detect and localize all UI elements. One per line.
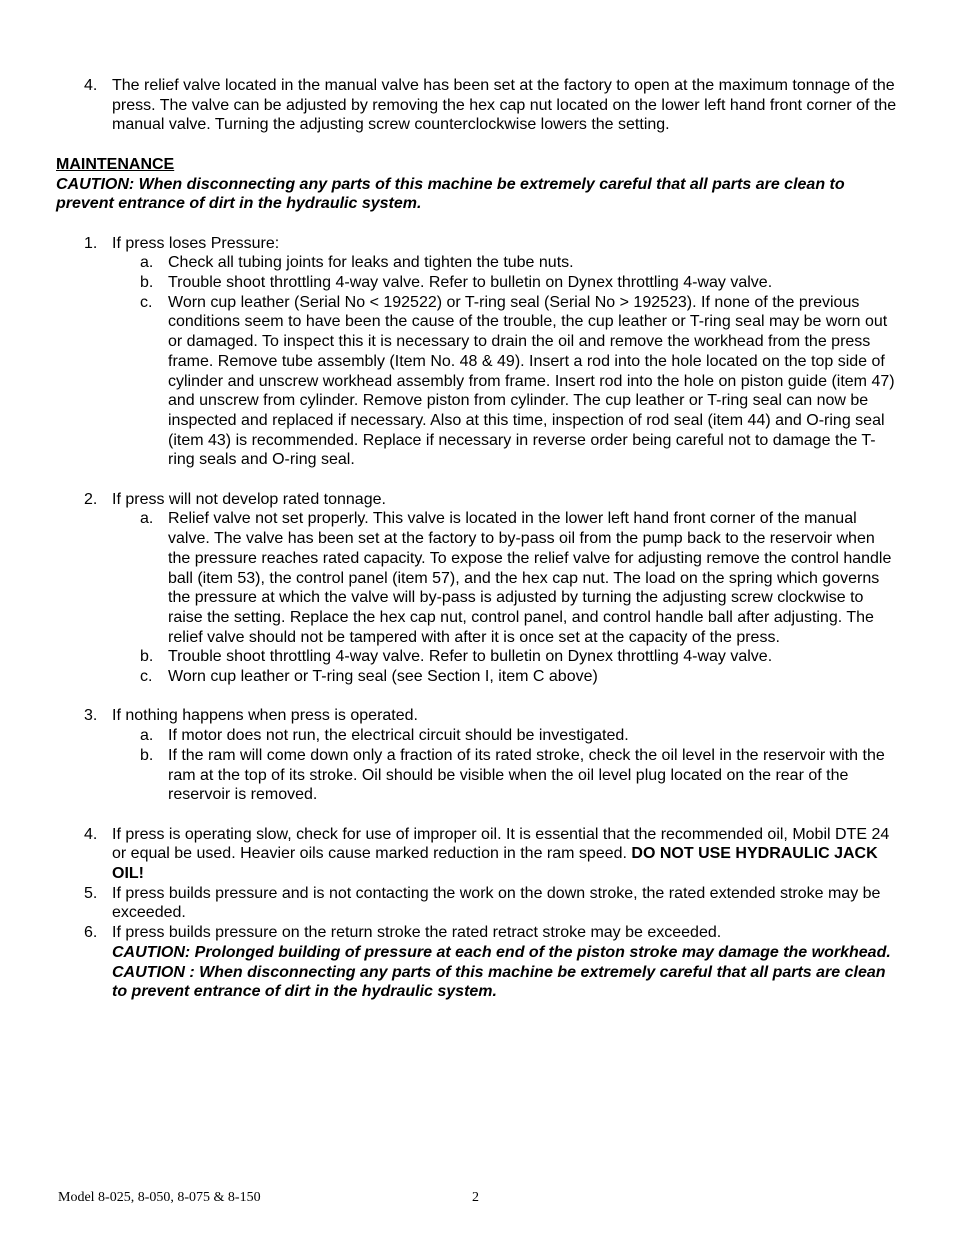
caution-note: CAUTION: When disconnecting any parts of this machine be extremely careful that all parts are clean to prevent entrance of dirt in the hydraulic system. — [56, 175, 845, 213]
caution-note: CAUTION: Prolonged building of pressure at each end of the piston stroke may damage the workhead. — [112, 943, 891, 961]
caution-note: CAUTION : When disconnecting any parts of this machine be extremely careful that all parts are clean to prevent entrance of dirt in the hydraulic system. — [112, 963, 886, 1001]
sub-letter: c. — [140, 668, 153, 686]
list-number: 1. — [84, 234, 98, 252]
sub-text: Relief valve not set properly. This valve is located in the lower left hand front corner of the manual valve. The valve has been set at the factory to by-pass oil from the pump back to the reservoir when the pressure reaches rated capacity. To expose the relief valve for adjusting remove the control handle ball (item 53), the control panel (item 57), and the hex cap nut. The load on the spring which governs the pressure at which the valve will by-pass is adjusted by turning the adjusting screw clockwise to raise the setting. Replace the hex cap nut, control panel, and control handle ball after adjusting. The relief valve should not be tampered with after it is once set at the capacity of the press. — [168, 510, 892, 646]
list-item-2 — [56, 490, 898, 510]
warning-bold-text: DO NOT USE HYDRAULIC JACK OIL! — [112, 845, 878, 883]
list-number: 3. — [84, 707, 98, 725]
list-number: 4. — [84, 77, 98, 94]
sub-text: If the ram will come down only a fraction of its rated stroke, check the oil level in the reservoir with the ram at the top of its stroke. Oil should be visible when the oil level plug located on the rear of the reservoir is removed. — [168, 746, 885, 804]
sub-item-1a — [56, 253, 898, 273]
sub-letter: a. — [140, 254, 154, 272]
page-body — [56, 76, 898, 1002]
intro-item — [56, 76, 898, 135]
sub-text: Trouble shoot throttling 4-way valve. Refer to bulletin on Dynex throttling 4-way valve. — [168, 648, 773, 666]
list-text: If nothing happens when press is operated. — [112, 707, 418, 725]
list-text: If press is operating slow, check for use of improper oil. It is essential that the recommended oil, Mobil DTE 24 or equal be used. Heavier oils cause marked reduction in the ram speed. — [112, 825, 890, 863]
sub-letter: b. — [140, 648, 154, 666]
list-item-4 — [56, 825, 898, 884]
list-number: 4. — [84, 825, 98, 843]
footer-model: Model 8-025, 8-050, 8-075 & 8-150 — [58, 1190, 261, 1205]
sub-letter: a. — [140, 727, 154, 745]
list-text: If press builds pressure on the return stroke the rated retract stroke may be exceeded. — [112, 924, 722, 942]
list-item-5 — [56, 884, 898, 923]
sub-letter: c. — [140, 293, 153, 311]
list-number: 5. — [84, 884, 98, 902]
list-text: If press will not develop rated tonnage. — [112, 490, 386, 508]
sub-letter: a. — [140, 510, 154, 528]
sub-item-1b — [56, 273, 898, 293]
list-text: If press loses Pressure: — [112, 234, 280, 252]
sub-item-1c — [56, 293, 898, 470]
sub-letter: b. — [140, 746, 154, 764]
sub-item-3a — [56, 726, 898, 746]
list-item-6 — [56, 923, 898, 1002]
sub-text: Worn cup leather (Serial No < 192522) or T-ring seal (Serial No > 192523). If none of the previous conditions seem to have been the cause of the trouble, the cup leather or T-ring seal may be worn out or damaged. To inspect this it is necessary to drain the oil and remove the workhead from the press frame. Remove tube assembly (Item No. 48 & 49). Insert a rod into the hole located on the top side of cylinder and unscrew workhead assembly from frame. Insert rod into the hole on piston guide (item 47) and unscrew from cylinder. Remove piston from cylinder. The cup leather or T-ring seal can now be inspected and replaced if necessary. Also at this time, inspection of rod seal (item 44) and O-ring seal (item 43) is recommended. Replace if necessary in reverse order being careful not to damage the T-ring seals and O-ring seal. — [168, 293, 895, 469]
sub-item-3b — [56, 746, 898, 805]
list-number: 2. — [84, 490, 98, 508]
sub-text: Worn cup leather or T-ring seal (see Section I, item C above) — [168, 668, 598, 686]
sub-item-2b — [56, 647, 898, 667]
sub-text: Check all tubing joints for leaks and tighten the tube nuts. — [168, 254, 574, 272]
sub-item-2c — [56, 667, 898, 687]
page-number: 2 — [472, 1190, 479, 1205]
sub-text: Trouble shoot throttling 4-way valve. Refer to bulletin on Dynex throttling 4-way valve. — [168, 274, 773, 291]
list-number: 6. — [84, 924, 98, 942]
section-heading: MAINTENANCE — [56, 155, 175, 173]
list-item-1 — [56, 234, 898, 254]
sub-letter: b. — [140, 274, 154, 291]
list-text: If press builds pressure and is not contacting the work on the down stroke, the rated extended stroke may be exceeded. — [112, 884, 881, 922]
sub-item-2a — [56, 509, 898, 647]
list-text: The relief valve located in the manual valve has been set at the factory to open at the maximum tonnage of the press. The valve can be adjusted by removing the hex cap nut located on the lower left hand front corner of the manual valve. Turning the adjusting screw counterclockwise lowers the setting. — [112, 77, 897, 134]
sub-text: If motor does not run, the electrical circuit should be investigated. — [168, 727, 629, 745]
list-item-3 — [56, 706, 898, 726]
